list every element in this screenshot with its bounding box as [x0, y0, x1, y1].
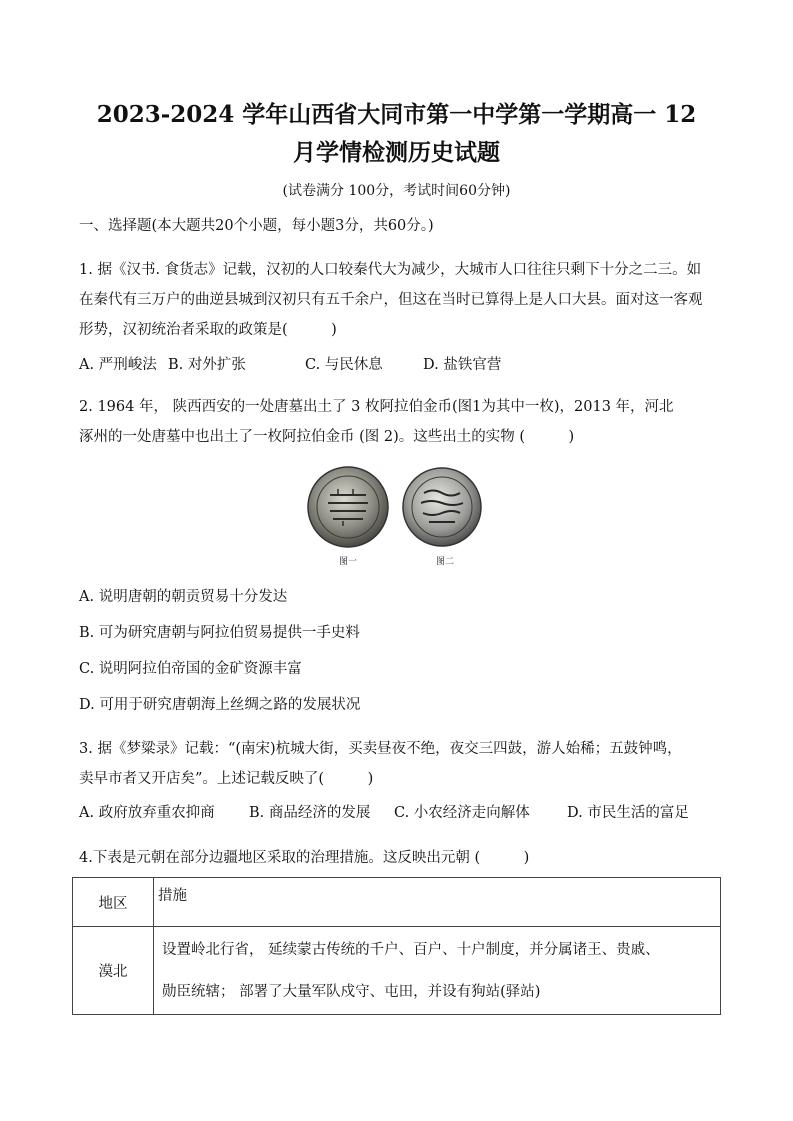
- q3-option-b[interactable]: B. 商品经济的发展: [249, 805, 371, 821]
- question-3-line1: 3. 据《梦粱录》记载：“(南宋)杭城大街，买卖昼夜不绝，夜交三四鼓，游人始稀；五鼓钟鸣，: [79, 741, 682, 757]
- q3-option-d[interactable]: D. 市民生活的富足: [567, 805, 689, 821]
- q1-option-c[interactable]: C. 与民休息: [305, 357, 383, 373]
- question-3-options: [79, 801, 689, 822]
- question-2-line1: 2. 1964 年， 陕西西安的一处唐墓出土了 3 枚阿拉伯金币(图1为其中一枚)，2013 年，河北: [79, 399, 674, 415]
- table-header-region: 地区: [73, 878, 154, 927]
- table-cell-measure-line1: 设置岭北行省， 延续蒙古传统的千户、百户、十户制度，并分属诸王、贵戚、: [162, 941, 660, 958]
- table-header-row: [73, 878, 721, 927]
- question-1-line2: 在秦代有三万户的曲逆县城到汉初只有五千余户，但这在当时已算得上是人口大县。面对这一客观: [79, 292, 703, 308]
- coin-1-caption: 图一: [338, 557, 358, 567]
- exam-title-line2: 月学情检测历史试题: [293, 139, 500, 166]
- question-1-stem: [79, 255, 719, 345]
- exam-note: (试卷满分 100分，考试时间60分钟): [282, 183, 511, 199]
- coin-2-image: [403, 468, 481, 546]
- table-cell-measure-line2: 勋臣统辖； 部署了大量军队戍守、屯田，并设有狗站(驿站): [162, 983, 541, 1000]
- q3-option-c[interactable]: C. 小农经济走向解体: [394, 805, 530, 821]
- question-2-stem: [79, 392, 719, 452]
- coin-2-caption: 图二: [435, 557, 455, 567]
- coin-figures: [305, 465, 488, 570]
- q1-option-a[interactable]: A. 严刑峻法: [79, 357, 157, 373]
- exam-title-line1: 2023-2024 学年山西省大同市第一中学第一学期高一 12: [96, 101, 697, 128]
- question-1-options: [79, 353, 501, 374]
- question-1-line3: 形势，汉初统治者采取的政策是( ): [79, 322, 337, 338]
- table-cell-measure: [154, 927, 721, 1015]
- governance-table: [72, 877, 721, 1015]
- q2-option-b[interactable]: B. 可为研究唐朝与阿拉伯贸易提供一手史料: [79, 625, 360, 641]
- q2-option-c[interactable]: C. 说明阿拉伯帝国的金矿资源丰富: [79, 661, 302, 677]
- question-2-line2: 涿州的一处唐墓中也出土了一枚阿拉伯金币 (图 2)。这些出土的实物 ( ): [79, 429, 575, 445]
- question-3-stem: [79, 734, 719, 794]
- table-cell-region: 漠北: [73, 927, 154, 1015]
- coin-1-image: [308, 467, 388, 547]
- question-4-stem: 4.下表是元朝在部分边疆地区采取的治理措施。这反映出元朝 ( ): [79, 850, 530, 866]
- table-header-measure: 措施: [154, 878, 721, 927]
- q2-option-a[interactable]: A. 说明唐朝的朝贡贸易十分发达: [79, 589, 288, 605]
- question-1-line1: 1. 据《汉书. 食货志》记载，汉初的人口较秦代大为减少，大城市人口往往只剩下十分之二三。如: [79, 262, 702, 278]
- q1-option-b[interactable]: B. 对外扩张: [168, 357, 246, 373]
- q2-option-d[interactable]: D. 可用于研究唐朝海上丝绸之路的发展状况: [79, 697, 361, 713]
- q3-option-a[interactable]: A. 政府放弃重农抑商: [79, 805, 215, 821]
- question-3-line2: 卖早市者又开店矣”。上述记载反映了( ): [79, 771, 374, 787]
- section-heading: 一、选择题(本大题共20个小题，每小题3分，共60分。): [79, 218, 434, 234]
- q1-option-d[interactable]: D. 盐铁官营: [423, 357, 502, 373]
- table-row: [73, 927, 721, 1015]
